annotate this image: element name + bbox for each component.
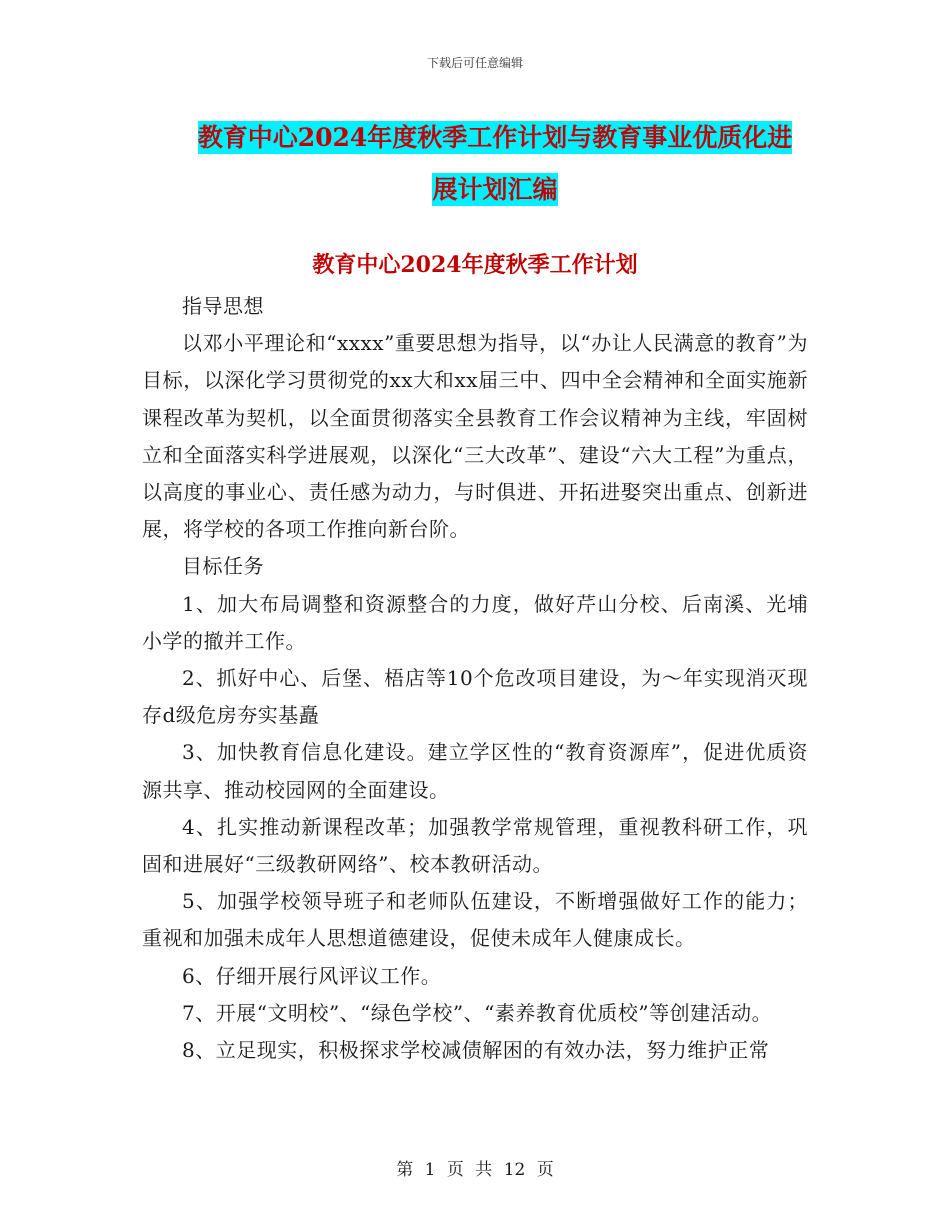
list-item: 4、扎实推动新课程改革；加强教学常规管理，重视教科研工作，巩固和进展好“三级教研网络”、校本教研活动。 <box>142 814 808 877</box>
page-footer: 第 1 页 共 12 页 <box>396 1160 554 1180</box>
document-body <box>142 288 808 1069</box>
document-title <box>150 112 840 216</box>
document-title-line-2: 展计划汇编 <box>432 175 558 204</box>
document-title-line-1: 教育中心2024年度秋季工作计划与教育事业优质化进 <box>197 123 793 152</box>
heading-target-tasks: 目标任务 <box>182 554 264 579</box>
list-item: 5、加强学校领导班子和老师队伍建设，不断增强做好工作的能力；重视和加强未成年人思想道德建设，促使未成年人健康成长。 <box>142 889 808 951</box>
heading-guiding-thought: 指导思想 <box>182 294 264 318</box>
paragraph: 以邓小平理论和“xxxx”重要思想为指导，以“办让人民满意的教育”为目标，以深化学习贯彻党的xx大和xx届三中、四中全会精神和全面实施新课程改革为契机，以全面贯彻落实全县教育工作会议精神为主线，牢固树立和全面落实科学进展观，以深化“三大改革”、建设“六大工程”为重点，以高度的事业心、责任感为动力，与时俱进、开拓进娶突出重点、创新进展，将学校的各项工作推向新台阶。 <box>142 331 808 542</box>
header-note: 下载后可任意编辑 <box>426 56 523 70</box>
list-item: 3、加快教育信息化建设。建立学区性的“教育资源库”，促进优质资源共享、推动校园网的全面建设。 <box>142 740 808 802</box>
section-title: 教育中心2024年度秋季工作计划 <box>312 252 638 278</box>
list-item: 8、立足现实，积极探求学校减债解困的有效办法，努力维护正常 <box>182 1038 770 1063</box>
list-item: 7、开展“文明校”、“绿色学校”、“素养教育优质校”等创建活动。 <box>182 1000 773 1025</box>
list-item: 2、抓好中心、后堡、梧店等10个危改项目建设，为～年实现消灭现存d级危房夯实基矗 <box>142 666 808 728</box>
list-item: 1、加大布局调整和资源整合的力度，做好芹山分校、后南溪、光埔小学的撤并工作。 <box>142 591 808 653</box>
list-item: 6、仔细开展行风评议工作。 <box>182 963 442 988</box>
